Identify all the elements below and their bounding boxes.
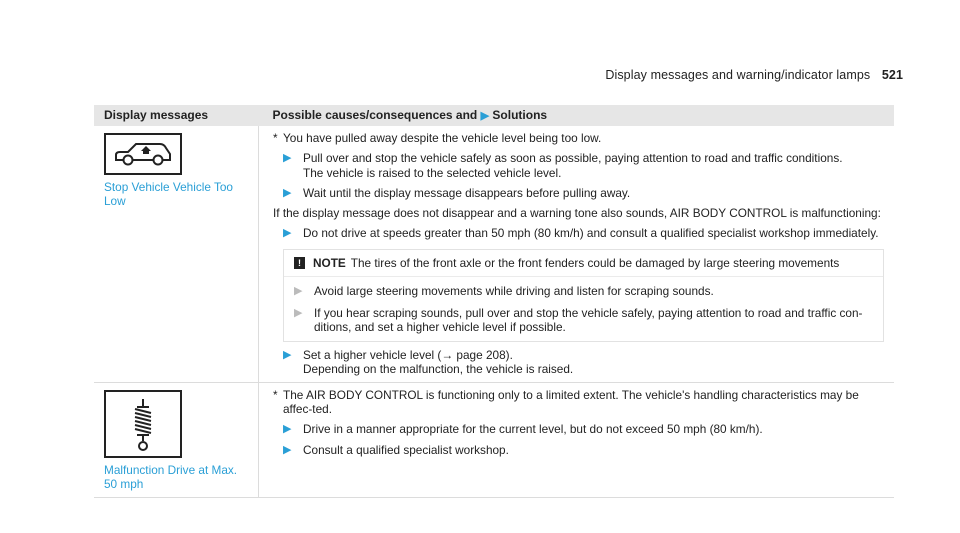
- step-arrow-icon: ▶: [283, 443, 292, 456]
- col2-header: [259, 105, 895, 126]
- step-arrow-icon: ▶: [283, 348, 292, 361]
- solution-step: [283, 348, 884, 376]
- table-row: [94, 126, 894, 382]
- causes-solutions-cell: [259, 126, 895, 382]
- page-header: [605, 68, 903, 82]
- note-header: [284, 250, 883, 277]
- solution-step: [283, 443, 884, 457]
- step-arrow-icon: ▶: [283, 423, 292, 436]
- header-title: Display messages and warning/indicator lamps: [605, 68, 871, 82]
- step-text: Do not drive at speeds greater than 50 mph (80 km/h) and consult a qualified specialist workshop immediately.: [303, 226, 879, 240]
- display-message-cell: [94, 126, 259, 382]
- cause-text: You have pulled away despite the vehicle level being too low.: [283, 131, 602, 146]
- display-message: Stop Vehicle Vehicle Too Low: [104, 180, 233, 209]
- step-arrow-icon: ▶: [283, 227, 292, 239]
- suspension-spring-icon: [104, 390, 182, 458]
- page-number: 521: [881, 68, 903, 82]
- step-result-text: The vehicle is raised to the selected vehicle level.: [303, 165, 562, 180]
- display-message: Malfunction Drive at Max. 50 mph: [104, 463, 238, 492]
- cause-line: * You have pulled away despite the vehicle level being too low.: [273, 131, 602, 146]
- step-text: Consult a qualified specialist workshop.: [303, 442, 509, 457]
- col2-header-causes: Possible causes/consequences and: [272, 108, 481, 122]
- col1-header: Display messages: [94, 105, 259, 126]
- col2-header-solutions: Solutions: [492, 108, 548, 122]
- note-text: The tires of the front axle or the front fenders could be damaged by large steering movements: [350, 256, 840, 271]
- solution-step: [283, 226, 884, 240]
- note-step: [294, 306, 873, 334]
- step-arrow-icon: ▶: [283, 152, 292, 165]
- warning-icon: !: [294, 257, 305, 269]
- causes-solutions-cell: [259, 383, 895, 498]
- info-text: If the display message does not disappear and a warning tone also sounds, AIR BODY CONTROL is malfunctioning:: [273, 205, 881, 220]
- vehicle-raise-icon: [104, 133, 182, 175]
- table-row: [94, 383, 894, 498]
- note-step-text: Avoid large steering movements while driving and listen for scraping sounds.: [314, 284, 714, 299]
- note-box: [283, 249, 884, 342]
- step-result-text: Depending on the malfunction, the vehicle is raised.: [303, 362, 574, 376]
- cause-text: The AIR BODY CONTROL is functioning only to a limited extent. The vehicle's handling characteristics may be affec-ted.: [283, 388, 859, 417]
- step-text: Pull over and stop the vehicle safely as soon as possible, paying attention to road and traffic conditions.: [303, 151, 843, 166]
- cause-line: * The AIR BODY CONTROL is functioning only to a limited extent. The vehicle's handling characteristics may be affec-ted.: [273, 388, 884, 416]
- display-messages-table: [94, 105, 894, 498]
- arrow-icon: ▶: [480, 110, 490, 122]
- step-text: Set a higher vehicle level (→ page 208).: [303, 347, 513, 362]
- display-message-cell: [94, 383, 259, 498]
- note-step-text: If you hear scraping sounds, pull over and stop the vehicle safely, paying attention to road and traffic con-ditions, and set a higher vehicle level if possible.: [314, 305, 863, 334]
- step-text: Wait until the display message disappears before pulling away.: [303, 185, 631, 200]
- note-step: [294, 284, 873, 298]
- note-label: NOTE: [313, 256, 346, 271]
- step-arrow-icon: ▶: [294, 285, 303, 298]
- step-text: Drive in a manner appropriate for the current level, but do not exceed 50 mph (80 km/h).: [303, 422, 763, 437]
- solution-step: [283, 151, 884, 179]
- step-arrow-icon: ▶: [294, 306, 303, 319]
- step-arrow-icon: ▶: [283, 186, 292, 199]
- solution-step: [283, 422, 884, 436]
- table-header-row: [94, 105, 894, 126]
- solution-step: [283, 186, 884, 200]
